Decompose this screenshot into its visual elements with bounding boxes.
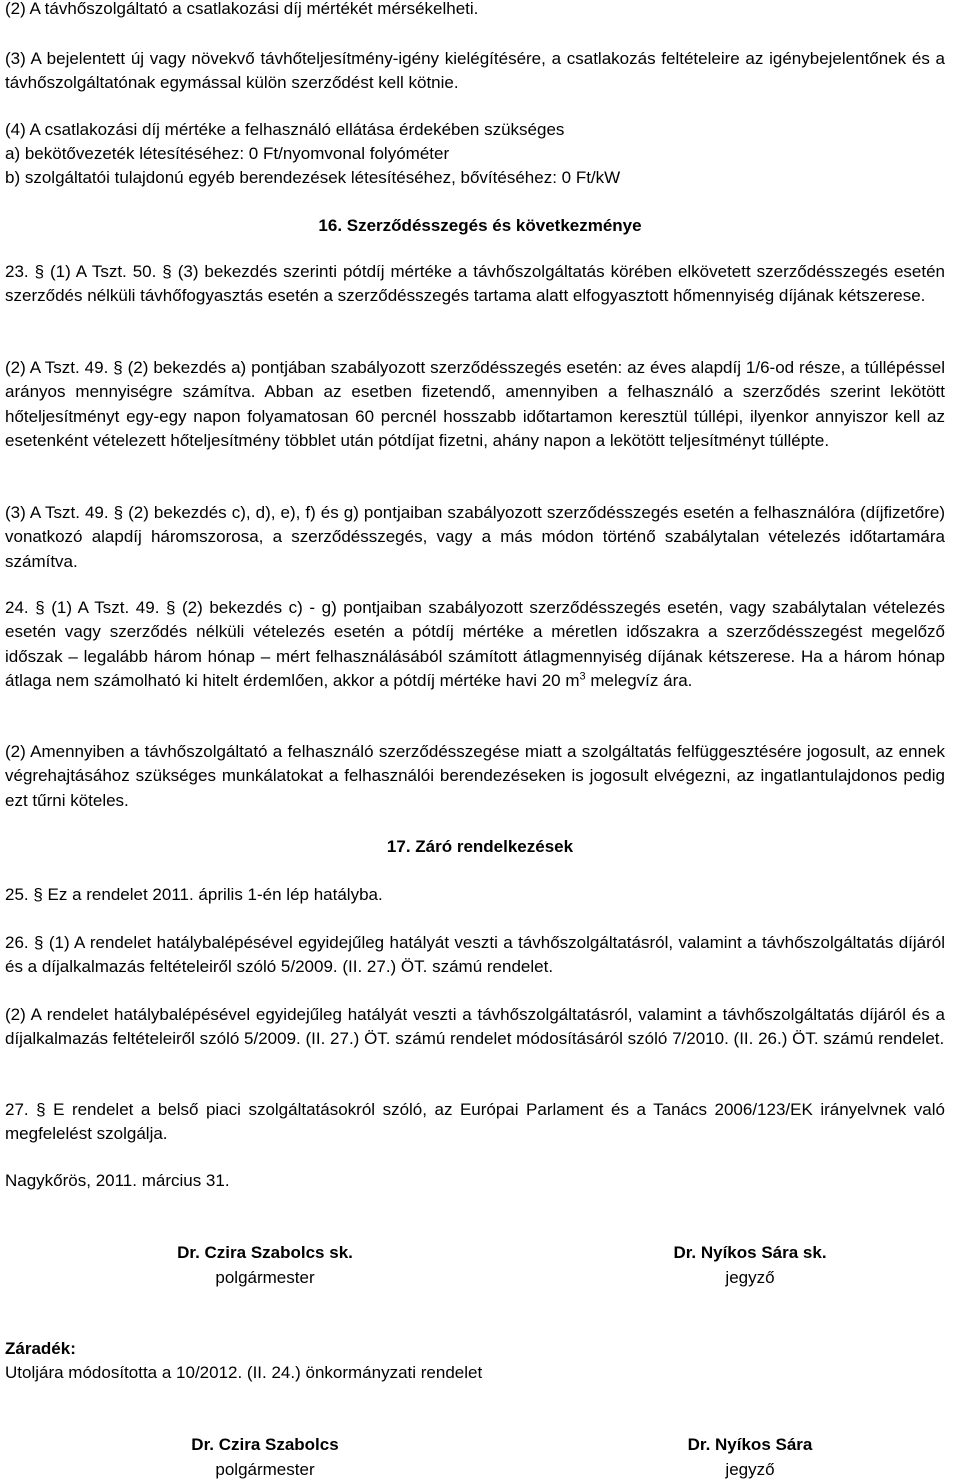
- section-heading-17: 17. Záró rendelkezések: [386, 837, 574, 856]
- cubic-superscript: 3: [579, 670, 586, 683]
- notary-title-2: jegyző: [725, 1460, 775, 1479]
- place-and-date: Nagykőrös, 2011. március 31.: [5, 1171, 230, 1190]
- notary-signature-block-2: [620, 1432, 880, 1482]
- section-23-paragraph-2: (2) A Tszt. 49. § (2) bekezdés a) pontjában szabályozott szerződésszegés esetén: az éves alapdíj 1/6-od része, a túllépéssel arányos mennyiségre számítva. Abban az esetben fizetendő, amennyiben a felhasználó a szerződés szerint lekötött hőteljesítményt egy-egy napon folyamatosan 60 percnél hosszabb időtartamon keresztül túllépi, ilyenkor annyiszor kell az esetenként vételezett hőteljesítmény többlet után pótdíjat fizetni, ahány napon a lekötött teljesítményt túllépte.: [5, 358, 945, 450]
- mayor-signature-block-2: [130, 1432, 400, 1482]
- section-24-paragraph-1-text: 24. § (1) A Tszt. 49. § (2) bekezdés c) - g) pontjaiban szabályozott szerződésszegés esetén, vagy szabálytalan vételezés esetén vagy szerződés nélküli vételezés esetén a pótdíj mértéke a méretlen időszakra a szerződésszegést megelőző időszak – legalább három hónap – mért felhasználásából számított átlagmennyiség díjának kétszerese. Ha a három hónap átlaga nem számolható ki hitelt érdemlően, akkor a pótdíj mértéke havi 20 m: [5, 598, 945, 690]
- notary-title: jegyző: [725, 1268, 775, 1287]
- section-26-paragraph-1: 26. § (1) A rendelet hatálybalépésével egyidejűleg hatályát veszti a távhőszolgáltatásról, valamint a távhőszolgáltatás díjáról és a díjalkalmazás feltételeiről szóló 5/2009. (II. 27.) ÖT. számú rendelet.: [5, 933, 945, 977]
- paragraph-2-fee-reduction: (2) A távhőszolgáltató a csatlakozási díj mértékét mérsékelheti.: [5, 0, 479, 18]
- section-23-paragraph-1: 23. § (1) A Tszt. 50. § (3) bekezdés szerinti pótdíj mértéke a távhőszolgáltatás körében elkövetett szerződésszegés esetén szerződés nélküli távhőfogyasztás esetén a szerződésszegés tartama alatt elfogyasztott hőmennyiség díjának kétszerese.: [5, 262, 945, 306]
- section-heading-16: 16. Szerződésszegés és következménye: [318, 216, 642, 235]
- paragraph-4-intro: (4) A csatlakozási díj mértéke a felhasználó ellátása érdekében szükséges: [5, 120, 565, 139]
- section-27: 27. § E rendelet a belső piaci szolgáltatásokról szóló, az Európai Parlament és a Tanács 2006/123/EK irányelvnek való megfelelést szolgálja.: [5, 1100, 945, 1144]
- notary-name-2: Dr. Nyíkos Sára: [687, 1435, 813, 1454]
- section-24-paragraph-1-end: melegvíz ára.: [585, 670, 693, 690]
- clause-text: Utoljára módosította a 10/2012. (II. 24.) önkormányzati rendelet: [5, 1363, 483, 1382]
- paragraph-3-separate-contract: (3) A bejelentett új vagy növekvő távhőteljesítmény-igény kielégítésére, a csatlakozás feltételeire az igénybejelentőnek és a távhőszolgáltatónak egymással külön szerződést kell kötnie.: [5, 49, 945, 93]
- mayor-title: polgármester: [215, 1268, 315, 1287]
- section-23-paragraph-3: (3) A Tszt. 49. § (2) bekezdés c), d), e), f) és g) pontjaiban szabályozott szerződésszegés esetén a felhasználóra (díjfizetőre) vonatkozó alapdíj háromszorosa, a szerződésszegés, vagy a más módon történő szabálytalan vételezés időtartamára számítva.: [5, 503, 945, 571]
- section-24-paragraph-1: [5, 596, 945, 693]
- mayor-name-2: Dr. Czira Szabolcs: [191, 1435, 339, 1454]
- paragraph-4-b: b) szolgáltatói tulajdonú egyéb berendezések létesítéséhez, bővítéséhez: 0 Ft/kW: [5, 168, 621, 187]
- clause-title: Záradék:: [5, 1339, 76, 1358]
- section-26-paragraph-2: (2) A rendelet hatálybalépésével egyidejűleg hatályát veszti a távhőszolgáltatásról, valamint a távhőszolgáltatás díjáról és a díjalkalmazás feltételeiről szóló 5/2009. (II. 27.) ÖT. számú rendelet módosításáról szóló 7/2010. (II. 26.) ÖT. számú rendelet.: [5, 1005, 945, 1049]
- mayor-title-2: polgármester: [215, 1460, 315, 1479]
- section-24-paragraph-2: (2) Amennyiben a távhőszolgáltató a felhasználó szerződésszegése miatt a szolgáltatás felfüggesztésére jogosult, az ennek végrehajtásához szükséges munkálatokat a felhasználói berendezéseken is jogosult elvégezni, az ingatlantulajdonos pedig ezt tűrni köteles.: [5, 742, 945, 810]
- mayor-name: Dr. Czira Szabolcs sk.: [177, 1243, 353, 1262]
- mayor-signature-block: [130, 1240, 400, 1290]
- section-25: 25. § Ez a rendelet 2011. április 1-én lép hatályba.: [5, 885, 383, 904]
- paragraph-4-a: a) bekötővezeték létesítéséhez: 0 Ft/nyomvonal folyóméter: [5, 144, 450, 163]
- notary-name: Dr. Nyíkos Sára sk.: [673, 1243, 827, 1262]
- notary-signature-block: [620, 1240, 880, 1290]
